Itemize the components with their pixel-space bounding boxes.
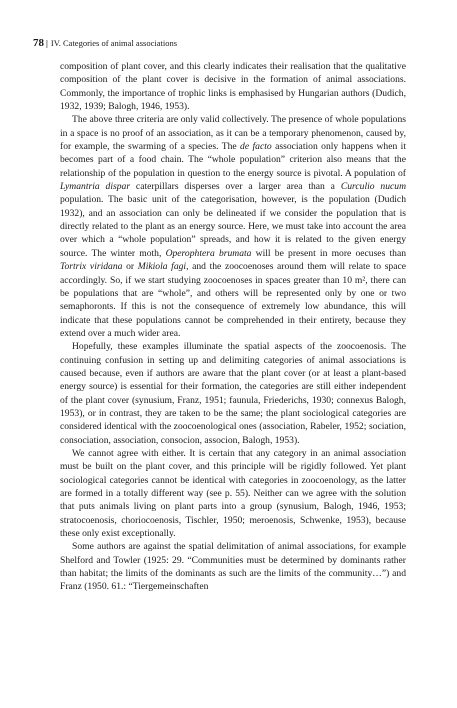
italic-term: Curculio nucum bbox=[340, 181, 406, 193]
text-run: Hopefully, these examples illuminate the spatial aspects of the zoocoenosis. The continuing confusion in setting up and delimiting categories of animal associations is caused because, even if authors are aware that the plant cover (or at least a plant-based energy source) is essential for their formation, the categories are still either independent of the plant cover (synusium, Franz, 1951; faunula, Friederichs, 1930; connexus Balogh, 1953), or in contrast, they are taken to be the same; the plant sociological categories are considered identical with the zoocoenological ones (association, Rabeler, 1952; sociation, consociation, association, consocion, associon, Balogh, 1953). bbox=[60, 341, 406, 446]
text-run: composition of plant cover, and this clearly indicates their realisation that the qualitative composition of the plant cover is decisive in the formation of animal associations. Commonly, the importance of trophic links is emphasised by Hungarian authors (Dudich, 1932, 1939; Balogh, 1946, 1953). bbox=[60, 61, 406, 113]
text-run: , and the zoocoenoses around them will relate to space accordingly. So, if we start studying zoocoenoses in spaces greater than 10 m², there can be populations that are “whole”, and others will be represented only by one or two semaphoronts. If this is not the consequence of extremely low abundance, this will indicate that these populations cannot be comprehended in their entirety, because they extend over a much wider area. bbox=[60, 261, 406, 339]
text-run: We cannot agree with either. It is certain that any category in an animal association must be built on the plant cover, and this principle will be rigidly followed. Yet plant sociological categories cannot be identical with categories in zoocoenology, as the latter are formed in a totally different way (see p. 55). Neither can we agree with the solution that puts animals living on plant parts into a group (synusium, Balogh, 1946, 1953; stratocoenosis, choriocoenosis, Tischler, 1950; meroenosis, Schwenke, 1953), because these only exist exceptionally. bbox=[60, 447, 406, 540]
paragraph bbox=[60, 60, 406, 113]
text-run: Some authors are against the spatial delimitation of animal associations, for example Shelford and Towler (1925: 29. “Communities must be determined by dominants rather than habitat; the limits of the dominants as such are the limits of the community…”) and Franz (1950. 61.: “Tiergemeinschaften bbox=[60, 541, 406, 593]
italic-term: Mikiola fagi bbox=[137, 261, 187, 273]
text-run: caterpillars disperses over a larger area than a bbox=[130, 181, 341, 193]
running-header bbox=[33, 37, 177, 49]
italic-term: de facto bbox=[240, 141, 272, 153]
body-text bbox=[60, 60, 406, 594]
text-run: The above three criteria are only valid collectively. The presence of whole populations in a space is no proof of an association, as it can be a temporary phenomenon, caused by, for example, the swarming of a species. The bbox=[60, 114, 406, 153]
paragraph bbox=[60, 540, 406, 593]
paragraph bbox=[60, 447, 406, 540]
italic-term: Operophtera brumata bbox=[165, 247, 252, 259]
paragraph bbox=[60, 113, 406, 340]
text-run: population. The basic unit of the categorisation, however, is the population (Dudich 1932), and an association can only be delineated if we consider the population that is directly related to the plant as an energy source. Here, we must take into account the area over which a “whole population” spreads, and how it is related to the given energy source. The winter moth, bbox=[60, 194, 406, 259]
text-run: association only happens when it becomes part of a food chain. The “whole population” criterion also means that the relationship of the population in question to the energy source is pivotal. A population of bbox=[60, 141, 407, 179]
header-separator: | bbox=[46, 38, 48, 48]
italic-term: Lymantria dispar bbox=[60, 181, 131, 193]
text-run: or bbox=[122, 261, 138, 273]
text-run: will be present in more oecuses than bbox=[251, 247, 407, 259]
paragraph bbox=[60, 340, 406, 447]
italic-term: Tortrix viridana bbox=[60, 261, 123, 273]
page-number: 78 bbox=[33, 37, 44, 49]
chapter-title: IV. Categories of animal associations bbox=[50, 38, 178, 48]
